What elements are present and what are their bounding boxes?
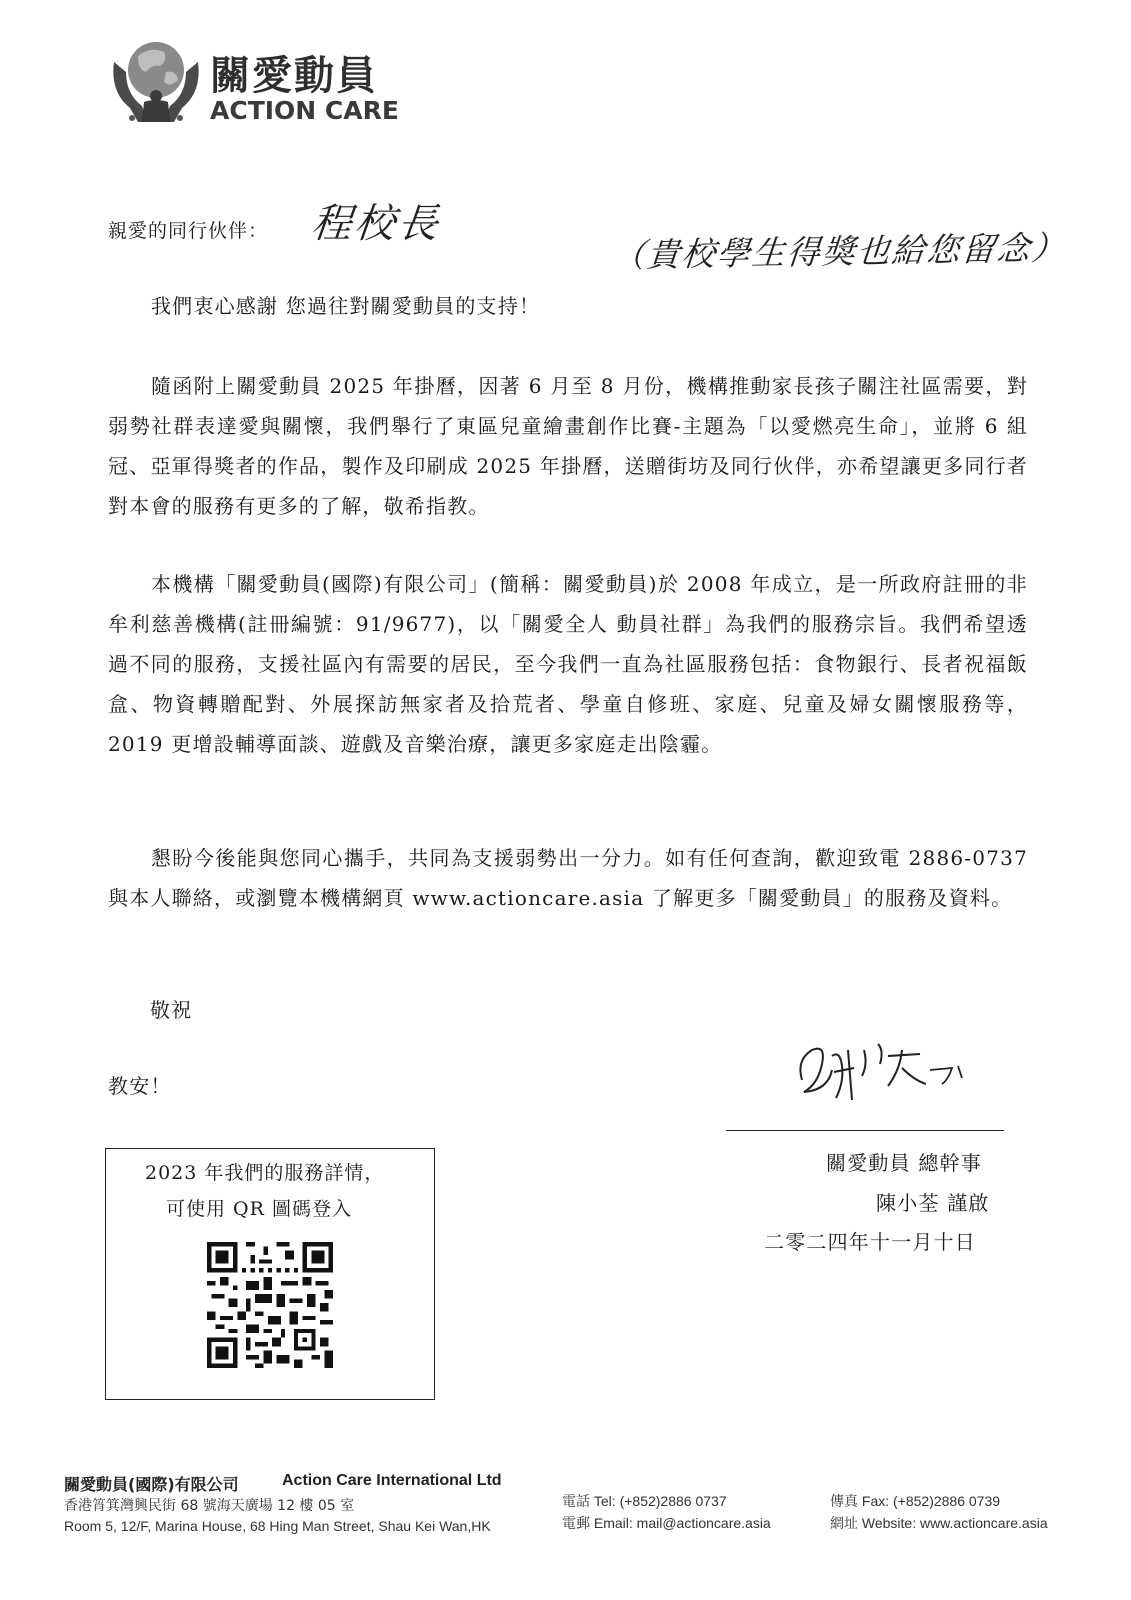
handwritten-signature xyxy=(792,1020,992,1110)
footer-telephone: 電話 Tel: (+852)2886 0737 xyxy=(562,1493,727,1509)
handwritten-recipient-name: 程校長 xyxy=(309,201,444,247)
qr-caption-line1: 2023 年我們的服務詳情， xyxy=(145,1162,385,1184)
salutation: 親愛的同行伙伴： xyxy=(108,220,269,242)
footer-website: 網址 Website: www.actioncare.asia xyxy=(830,1515,1048,1531)
letter-date: 二零二四年十一月十日 xyxy=(764,1230,976,1254)
footer-fax: 傳真 Fax: (+852)2886 0739 xyxy=(830,1493,1001,1509)
logo-chinese-name: 關愛動員 xyxy=(210,53,378,99)
paragraph-contact: 懇盼今後能與您同心攜手，共同為支援弱勢出一分力。如有任何查詢，歡迎致電 2886-0737 與本人聯絡，或瀏覽本機構網頁 www.actioncare.asia 了解更多「關愛動員」的服務及資料。 xyxy=(108,846,1028,910)
handwritten-note: （貴校學生得獎也給您留念） xyxy=(610,228,1069,276)
logo-english-name: ACTION CARE xyxy=(210,96,399,125)
footer-email: 電郵 Email: mail@actioncare.asia xyxy=(562,1515,771,1531)
paragraph-calendar: 隨函附上關愛動員 2025 年掛曆，因著 6 月至 8 月份，機構推動家長孩子關注社區需要，對弱勢社群表達愛與關懷，我們舉行了東區兒童繪畫創作比賽-主題為「以愛燃亮生命」，並將 6 組冠、亞軍得獎者的作品，製作及印刷成 2025 年掛曆，送贈街坊及同行伙伴，亦希望讓更多同行者對本會的服務有更多的了解，敬希指教。 xyxy=(108,374,1028,518)
signer-title: 關愛動員 總幹事 xyxy=(826,1151,982,1175)
paragraph-thanks: 我們衷心感謝 您過往對關愛動員的支持！ xyxy=(151,294,541,318)
qr-caption-line2: 可使用 QR 圖碼登入 xyxy=(166,1198,352,1220)
footer-address-en: Room 5, 12/F, Marina House, 68 Hing Man Street, Shau Kei Wan,HK xyxy=(64,1518,491,1534)
closing-greeting: 敬祝 xyxy=(150,998,193,1022)
closing-wish: 教安！ xyxy=(108,1074,172,1098)
paragraph-organization: 本機構「關愛動員(國際)有限公司」(簡稱：關愛動員)於 2008 年成立，是一所政府註冊的非牟利慈善機構(註冊編號：91/9677)，以「關愛全人 動員社群」為我們的服務宗旨。我們希望透過不同的服務，支援社區內有需要的居民，至今我們一直為社區服務包括：食物銀行、長者祝福飯盒、物資轉贈配對、外展探訪無家者及拾荒者、學童自修班、家庭、兒童及婦女關懷服務等，2019 更增設輔導面談、遊戲及音樂治療，讓更多家庭走出陰霾。 xyxy=(108,572,1028,756)
footer-address-zh: 香港筲箕灣興民街 68 號海天廣場 12 樓 05 室 xyxy=(64,1498,355,1514)
footer-company-name-zh: 關愛動員(國際)有限公司 xyxy=(64,1475,239,1494)
signature-line xyxy=(726,1130,1004,1131)
qr-code-icon[interactable] xyxy=(207,1242,333,1368)
signer-name: 陳小荃 謹啟 xyxy=(876,1191,990,1215)
footer-company-name-en: Action Care International Ltd xyxy=(282,1472,502,1489)
